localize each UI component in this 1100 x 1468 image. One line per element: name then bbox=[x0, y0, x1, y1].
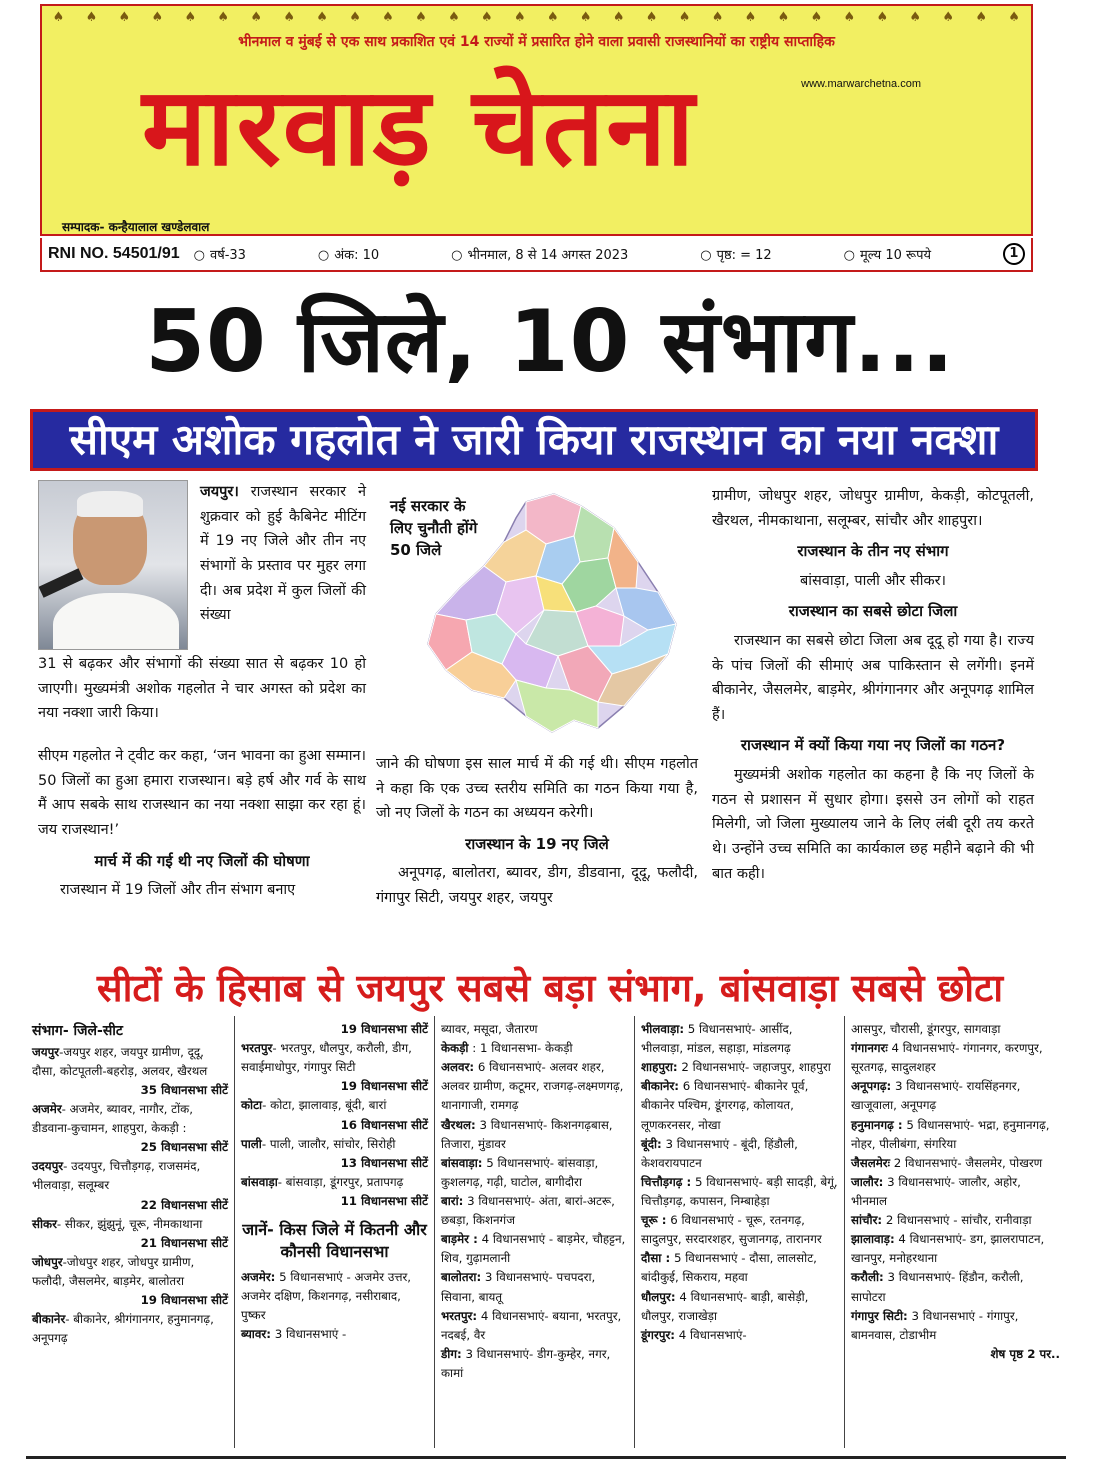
district-name: करौली: bbox=[851, 1270, 884, 1285]
district-name: धौलपुर: bbox=[641, 1289, 676, 1304]
list-item bbox=[441, 1307, 628, 1345]
photo-body-shape bbox=[53, 593, 179, 650]
article-para-1a: राजस्थान सरकार ने शुक्रवार को हुई कैबिनेट मीटिंग में 19 नए जिले और तीन नए संभागों के प्रस्ताव पर मुहर लगा दी। अब प्रदेश में कुल जिलों की संख्या bbox=[200, 484, 367, 624]
seat-count: 13 विधानसभा सीटें bbox=[340, 1155, 428, 1170]
article-col1-bottom bbox=[38, 744, 366, 903]
division-districts: - पाली, जालौर, सांचोर, सिरोही bbox=[261, 1136, 396, 1151]
district-seats: 2 विधानसभाएं - सांचौर, रानीवाड़ा bbox=[885, 1213, 1032, 1228]
division-name: कोटा bbox=[241, 1098, 263, 1113]
issue-info-bar bbox=[40, 238, 1033, 272]
list-item bbox=[641, 1249, 838, 1287]
division-name: सीकर bbox=[32, 1216, 57, 1231]
seat-count: 19 विधानसभा सीटें bbox=[140, 1293, 228, 1308]
division-districts: -जयपुर शहर, जयपुर ग्रामीण, दूदू, दौसा, कोटपूतली-बहरोड़, अलवर, खैरथल bbox=[32, 1044, 208, 1078]
division-districts: - कोटा, झालावाड़, बूंदी, बारां bbox=[262, 1098, 387, 1113]
list-item bbox=[641, 1326, 838, 1345]
list-item bbox=[851, 1077, 1060, 1115]
district-name: गंगापुर सिटी: bbox=[851, 1308, 908, 1323]
dateline: जयपुर। bbox=[200, 484, 239, 500]
list-item bbox=[241, 1325, 428, 1344]
newspaper-title: मारवाड़ चेतना bbox=[142, 65, 697, 190]
list-item bbox=[641, 1135, 838, 1173]
seats-column-1 bbox=[26, 1016, 234, 1448]
division-districts: - बीकानेर, श्रीगंगानगर, हनुमानगढ़, अनूपगढ़ bbox=[32, 1312, 214, 1346]
district-seats: 5 विधानसभाएं- बड़ी सादड़ी, बेगूं, चित्तौड़गढ़, कपासन, निम्बाहेड़ा bbox=[641, 1174, 838, 1208]
list-item bbox=[851, 1268, 1060, 1306]
list-item bbox=[641, 1288, 838, 1326]
district-seats: 5 विधानसभाएं- आसींद, भीलवाड़ा, मांडल, सहाड़ा, मांडलगढ़ bbox=[641, 1022, 793, 1056]
issue-year: ○ वर्ष-33 bbox=[194, 245, 246, 263]
map-caption bbox=[390, 496, 477, 561]
division-districts: - बांसवाड़ा, डूंगरपुर, प्रतापगढ़ bbox=[277, 1174, 404, 1189]
article-col1-top bbox=[200, 480, 366, 628]
seat-count: 21 विधानसभा सीटें bbox=[140, 1235, 228, 1250]
subheading-march-announcement: मार्च में की गई थी नए जिलों की घोषणा bbox=[94, 851, 310, 870]
district-name: शाहपुरा: bbox=[641, 1060, 678, 1075]
district-seats: 3 विधानसभाएं- पचपदरा, सिवाना, बायतू bbox=[441, 1270, 596, 1304]
district-seats: 5 विधानसभाएं- बांसवाड़ा, कुशलगढ़, गढ़ी, घाटोल, बागीदौरा bbox=[441, 1155, 599, 1189]
issue-date: ○ भीनमाल, 8 से 14 अगस्त 2023 bbox=[451, 245, 628, 263]
list-item bbox=[641, 1058, 838, 1077]
district-name: बूंदी: bbox=[641, 1136, 662, 1151]
list-item bbox=[641, 1211, 838, 1249]
seats-column-3 bbox=[434, 1016, 634, 1448]
article-col1-mid bbox=[38, 652, 366, 726]
division-name: जयपुर bbox=[32, 1044, 60, 1059]
division-districts: - सीकर, झुंझुनूं, चूरू, नीमकाथाना bbox=[56, 1216, 203, 1231]
list-item bbox=[32, 1215, 228, 1234]
continued-link[interactable]: शेष पृष्ठ 2 पर.. bbox=[990, 1346, 1060, 1361]
masthead bbox=[40, 4, 1033, 236]
division-name: जोधपुर bbox=[32, 1254, 63, 1269]
seats-column-2 bbox=[234, 1016, 434, 1448]
seat-count: 25 विधानसभा सीटें bbox=[140, 1140, 228, 1155]
district-seats: 4 विधानसभाएं- गंगानगर, करणपुर, सूरतगढ़, सादुलशहर bbox=[851, 1041, 1043, 1075]
district-name: ब्यावर: bbox=[241, 1327, 271, 1342]
article-para-2: सीएम गहलोत ने ट्वीट कर कहा, ‘जन भावना का हुआ सम्मान। 50 जिलों का हुआ हमारा राजस्थान। बड़े हर्ष और गर्व के साथ मैं आप सबके साथ राजस्थान का नया नक्शा साझा कर रहा हूं। जय राजस्थान!’ bbox=[38, 748, 366, 838]
division-name: बांसवाड़ा bbox=[241, 1174, 278, 1189]
article-col2 bbox=[376, 752, 698, 911]
list-item bbox=[851, 1307, 1060, 1345]
district-name: हनुमानगढ़ : bbox=[851, 1117, 903, 1132]
district-seats: 3 विधानसभाएं- किशनगढ़बास, तिजारा, मुंडावर bbox=[441, 1117, 613, 1151]
page-count: ○ पृष्ठ: = 12 bbox=[700, 245, 771, 263]
seats-column-5 bbox=[844, 1016, 1066, 1448]
district-name: चित्तौड़गढ़ : bbox=[641, 1174, 692, 1189]
division-name: पाली bbox=[241, 1136, 262, 1151]
website-url[interactable]: www.marwarchetna.com bbox=[801, 78, 921, 90]
price: ○ मूल्य 10 रूपये bbox=[844, 245, 931, 263]
district-seats: 4 विधानसभाएं - बाड़मेर, चौहट्टन, शिव, गुढ़ामलानी bbox=[441, 1232, 626, 1266]
division-name: उदयपुर bbox=[32, 1159, 64, 1174]
district-seats: : 1 विधानसभा- केकड़ी bbox=[472, 1041, 573, 1056]
article-para-7: मुख्यमंत्री अशोक गहलोत का कहना है कि नए जिलों के गठन से प्रशासन में सुधार होगा। इससे उन लोगों को राहत मिलेगी, जो जिला मुख्यालय जाने के लिए लंबी दूरी तय करते थे। उन्होंने उच्च समिति का कार्यकाल छह महीने बढ़ाने की भी बात कही। bbox=[712, 766, 1034, 882]
list-item bbox=[241, 1268, 428, 1325]
district-name: डूंगरपुर: bbox=[641, 1327, 676, 1342]
list-item bbox=[441, 1230, 628, 1268]
list-item bbox=[441, 1058, 628, 1115]
district-name: जैसलमेरः bbox=[851, 1155, 890, 1170]
district-seats: 3 विधानसभाएं- हिंडौन, करौली, सापोटरा bbox=[851, 1270, 1024, 1304]
map-caption-line: नई सरकार के bbox=[390, 497, 466, 515]
district-name: बीकानेर: bbox=[641, 1079, 679, 1094]
list-item bbox=[851, 1211, 1060, 1230]
district-seats: 6 विधानसभाएं - चूरू, रतनगढ़, सादुलपुर, सरदारशहर, सुजानगढ़, तारानगर bbox=[641, 1213, 822, 1247]
list-item bbox=[851, 1039, 1060, 1077]
subheading-three-new-divisions: राजस्थान के तीन नए संभाग bbox=[797, 542, 949, 561]
division-districts: -जोधपुर शहर, जोधपुर ग्रामीण, फलौदी, जैसलमेर, बाड़मेर, बालोतरा bbox=[32, 1254, 195, 1288]
list-item bbox=[241, 1096, 428, 1115]
division-name: अजमेर bbox=[32, 1102, 62, 1116]
district-seats: 5 विधानसभाएं - अजमेर उत्तर, अजमेर दक्षिण, किशनगढ़, नसीराबाद, पुष्कर bbox=[241, 1269, 412, 1323]
list-item bbox=[641, 1077, 838, 1134]
article-para-3: राजस्थान में 19 जिलों और तीन संभाग बनाए bbox=[60, 882, 296, 899]
page-number-badge: 1 bbox=[1003, 243, 1025, 265]
division-name: भरतपुर bbox=[241, 1041, 273, 1056]
article-para-4: अनूपगढ़, बालोतरा, ब्यावर, डीग, डीडवाना, दूदू, फलौदी, गंगापुर सिटी, जयपुर शहर, जयपुर bbox=[376, 865, 698, 907]
list-item bbox=[851, 1116, 1060, 1154]
district-name: अनूपगढ़: bbox=[851, 1079, 892, 1094]
sub-headline: सीएम अशोक गहलोत ने जारी किया राजस्थान का नया नक्शा bbox=[30, 409, 1038, 471]
division-districts: - भरतपुर, धौलपुर, करौली, डीग, सवाईमाधोपुर, गंगापुर सिटी bbox=[241, 1041, 412, 1075]
map-caption-line: लिए चुनौती होंगे bbox=[390, 518, 478, 537]
list-item bbox=[441, 1154, 628, 1192]
seat-count: 16 विधानसभा सीटें bbox=[340, 1117, 428, 1132]
cm-photo bbox=[38, 480, 188, 650]
seat-count: 11 विधानसभा सीटें bbox=[340, 1193, 428, 1208]
district-seats: 4 विधानसभाएं- बयाना, भरतपुर, नदबई, वैर bbox=[441, 1308, 622, 1342]
seat-count: 19 विधानसभा सीटें bbox=[340, 1022, 428, 1036]
district-name: झालावाड़: bbox=[851, 1232, 895, 1247]
district-name: बालोतरा: bbox=[441, 1270, 482, 1285]
list-item bbox=[641, 1173, 838, 1211]
list-item bbox=[32, 1310, 228, 1348]
district-seats: 4 विधानसभाएं- डग, झालरापाटन, खानपुर, मनोहरथाना bbox=[851, 1232, 1045, 1266]
district-name: चूरू : bbox=[641, 1213, 667, 1228]
list-item bbox=[441, 1268, 628, 1306]
list-item bbox=[641, 1020, 838, 1058]
list-item bbox=[441, 1192, 628, 1230]
article-col3 bbox=[712, 484, 1034, 886]
district-name: अजमेर: bbox=[241, 1269, 276, 1284]
list-item bbox=[441, 1039, 628, 1058]
district-seats: 3 विधानसभाएं - bbox=[274, 1327, 347, 1342]
article-para-5: बांसवाड़ा, पाली और सीकर। bbox=[799, 572, 947, 589]
bottom-rule bbox=[26, 1456, 1066, 1459]
list-item bbox=[441, 1116, 628, 1154]
district-seats: 4 विधानसभाएं- bbox=[678, 1327, 747, 1342]
district-name: जालौर: bbox=[851, 1174, 884, 1189]
district-name: खैरथल: bbox=[441, 1117, 476, 1132]
article-para-1b: 31 से बढ़कर और संभागों की संख्या सात से बढ़कर 10 हो जाएगी। मुख्यमंत्री अशोक गहलोत ने चार अगस्त को प्रदेश का नया नक्शा जारी किया। bbox=[38, 656, 366, 722]
map-caption-line: 50 जिले bbox=[390, 540, 442, 559]
district-name: बारां: bbox=[441, 1193, 464, 1208]
district-seats: 3 विधानसभाएं- रायसिंहनगर, खाजूवाला, अनूपगढ़ bbox=[851, 1079, 1021, 1113]
district-name: अलवर: bbox=[441, 1060, 475, 1075]
list-item bbox=[851, 1173, 1060, 1211]
article-para-4b: ग्रामीण, जोधपुर शहर, जोधपुर ग्रामीण, केकड़ी, कोटपूतली, खैरथल, नीमकाथाना, सलूम्बर, सांचौर और शाहपुरा। bbox=[712, 488, 1034, 529]
seat-count: 19 विधानसभा सीटें bbox=[340, 1079, 428, 1094]
division-name: बीकानेर bbox=[32, 1312, 66, 1327]
district-name: बांसवाड़ा: bbox=[441, 1155, 483, 1170]
editor-credit: सम्पादक- कन्हैयालाल खण्डेलवाल bbox=[62, 220, 210, 234]
district-seats: 2 विधानसभाएं- जैसलमेर, पोखरण bbox=[893, 1155, 1043, 1170]
list-item: आसपुर, चौरासी, डूंगरपुर, सागवाड़ा bbox=[851, 1022, 1001, 1036]
district-name: गंगानगरः bbox=[851, 1041, 888, 1056]
district-seats: 5 विधानसभाएं - दौसा, लालसोट, बांदीकुई, सिकराय, महवा bbox=[641, 1251, 817, 1285]
list-item bbox=[441, 1345, 628, 1383]
seats-table bbox=[26, 1016, 1066, 1448]
district-seats: 3 विधानसभाएं- अंता, बारां-अटरू, छबड़ा, किशनगंज bbox=[441, 1193, 615, 1228]
seat-count: 22 विधानसभा सीटें bbox=[140, 1197, 228, 1212]
district-seats: 3 विधानसभाएं - बूंदी, हिंडौली, केशवरायपाटन bbox=[641, 1136, 798, 1170]
district-seats: 2 विधानसभाएं- जहाजपुर, शाहपुरा bbox=[681, 1060, 831, 1075]
list-item bbox=[851, 1154, 1060, 1173]
district-name: भरतपुर: bbox=[441, 1308, 478, 1323]
article-para-6: राजस्थान का सबसे छोटा जिला अब दूदू हो गया है। राज्य के पांच जिलों की सीमाएं अब पाकिस्तान से लगेंगी। इनमें बीकानेर, जैसलमेर, बाड़मेर, श्रीगंगानगर और अनूपगढ़ शामिल हैं। bbox=[712, 632, 1034, 723]
list-item bbox=[32, 1100, 228, 1138]
subheading-19-new-districts: राजस्थान के 19 नए जिले bbox=[465, 834, 609, 853]
list-item bbox=[32, 1043, 228, 1081]
list-item bbox=[851, 1230, 1060, 1268]
district-seats: 5 विधानसभाएं- भद्रा, हनुमानगढ़, नोहर, पीलीबंगा, संगरिया bbox=[851, 1117, 1050, 1151]
district-seats: 3 विधानसभाएं- डीग-कुम्हेर, नगर, कामां bbox=[441, 1346, 611, 1380]
decorative-leaf-row: ♠ ♠ ♠ ♠ ♠ ♠ ♠ ♠ ♠ ♠ ♠ ♠ ♠ ♠ ♠ ♠ ♠ ♠ ♠ ♠ ♠ ♠ ♠ ♠ ♠ ♠ ♠ ♠ ♠ ♠ bbox=[52, 9, 1020, 25]
division-districts: - अजमेर, ब्यावर, नागौर, टोंक, डीडवाना-कुचामन, शाहपुरा, केकड़ी : bbox=[32, 1102, 193, 1136]
list-item bbox=[32, 1157, 228, 1195]
district-seats: 3 विधानसभाएं - गंगापुर, बामनवास, टोडाभीम bbox=[851, 1308, 1019, 1342]
subheading-why-new-districts: राजस्थान में क्यों किया गया नए जिलों का गठन? bbox=[740, 736, 1006, 755]
subheading-smallest-district: राजस्थान का सबसे छोटा जिला bbox=[788, 602, 958, 621]
seats-column-4 bbox=[634, 1016, 844, 1448]
district-name: बाड़मेर : bbox=[441, 1232, 478, 1247]
list-item bbox=[241, 1039, 428, 1077]
masthead-tagline: भीनमाल व मुंबई से एक साथ प्रकाशित एवं 14 राज्यों में प्रसारित होने वाला प्रवासी राजस्थानियों का राष्ट्रीय साप्ताहिक bbox=[238, 34, 835, 50]
rni-number: RNI NO. 54501/91 bbox=[48, 245, 180, 262]
issue-number: ○ अंक: 10 bbox=[318, 245, 379, 263]
district-name: भीलवाड़ा: bbox=[641, 1022, 685, 1036]
district-seats: 6 विधानसभाएं- बीकानेर पूर्व, बीकानेर पश्चिम, डूंगरगढ़, कोलायत, लूणकरनसर, नोखा bbox=[641, 1079, 809, 1132]
district-name: दौसा : bbox=[641, 1251, 671, 1266]
article-para-3b: जाने की घोषणा इस साल मार्च में की गई थी। सीएम गहलोत ने कहा कि एक उच्च स्तरीय समिति का गठन किया गया है, जो नए जिलों के गठन का अध्ययन करेगी। bbox=[376, 756, 698, 822]
table-title: संभाग- जिले-सीट bbox=[32, 1023, 123, 1039]
district-name: केकड़ी bbox=[441, 1041, 469, 1056]
division-districts: - उदयपुर, चित्तौड़गढ़, राजसमंद, भीलवाड़ा, सलूम्बर bbox=[32, 1159, 201, 1193]
microphone-icon bbox=[39, 568, 84, 597]
main-headline: 50 जिले, 10 संभाग... bbox=[145, 292, 955, 392]
district-seats: 3 विधानसभाएं- जालौर, अहोर, भीनमाल bbox=[851, 1174, 1021, 1208]
list-item bbox=[241, 1135, 428, 1154]
photo-hair-shape bbox=[77, 491, 143, 517]
section-headline: सीटों के हिसाब से जयपुर सबसे बड़ा संभाग, बांसवाड़ा सबसे छोटा bbox=[96, 966, 1004, 1010]
district-name: सांचौर: bbox=[851, 1213, 883, 1228]
list-item: ब्यावर, मसूदा, जैतारण bbox=[441, 1022, 538, 1036]
district-name: डीग: bbox=[441, 1346, 462, 1361]
list-item bbox=[32, 1253, 228, 1291]
seat-count: 35 विधानसभा सीटें bbox=[140, 1082, 228, 1097]
constituencies-subheading: जानें- किस जिले में कितनी और कौनसी विधानसभा bbox=[242, 1220, 427, 1262]
district-seats: 4 विधानसभाएं- बाड़ी, बासेड़ी, धौलपुर, राजाखेड़ा bbox=[641, 1289, 809, 1323]
list-item bbox=[241, 1173, 428, 1192]
district-seats: 6 विधानसभाएं- अलवर शहर, अलवर ग्रामीण, कटूमर, राजगढ़-लक्ष्मणगढ़, थानागाजी, रामगढ़ bbox=[441, 1060, 624, 1113]
rajasthan-district-map bbox=[376, 484, 698, 746]
